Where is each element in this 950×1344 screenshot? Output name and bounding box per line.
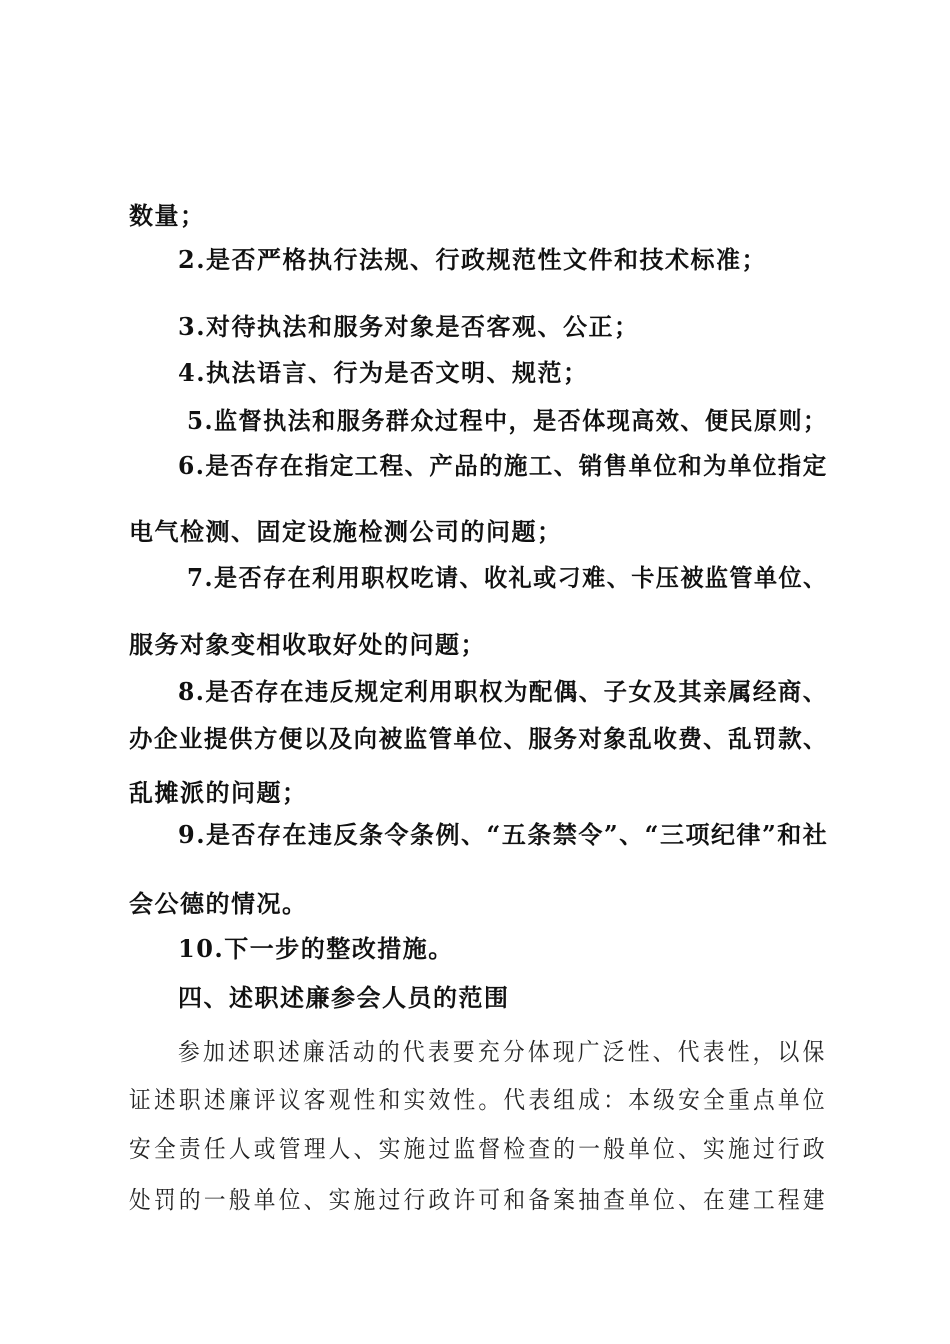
paragraph-line: 参加述职述廉活动的代表要充分体现广泛性、代表性，以保 [178,1038,828,1066]
list-item-8: 8.是否存在违反规定利用职权为配偶、子女及其亲属经商、 [178,677,828,706]
list-item-6-cont: 电气检测、固定设施检测公司的问题； [129,517,563,546]
list-item-10: 10.下一步的整改措施。 [178,934,454,963]
list-item-6: 6.是否存在指定工程、产品的施工、销售单位和为单位指定 [178,451,828,480]
text-line: 数量； [129,201,206,230]
list-item-7-cont: 服务对象变相收取好处的问题； [129,630,486,659]
list-item-8-cont-1: 办企业提供方便以及向被监管单位、服务对象乱收费、乱罚款、 [129,724,829,753]
list-item-3: 3.对待执法和服务对象是否客观、公正； [178,312,640,341]
section-heading: 四、述职述廉参会人员的范围 [178,984,510,1012]
paragraph-line: 处罚的一般单位、实施过行政许可和备案抽查单位、在建工程建 [129,1186,828,1214]
list-item-5: 5.监督执法和服务群众过程中，是否体现高效、便民原则； [187,406,828,435]
list-item-2: 2.是否严格执行法规、行政规范性文件和技术标准； [178,245,768,274]
paragraph-line: 安全责任人或管理人、实施过监督检查的一般单位、实施过行政 [129,1135,828,1163]
paragraph-line: 证述职述廉评议客观性和实效性。代表组成：本级安全重点单位 [129,1086,828,1114]
list-item-8-cont-2: 乱摊派的问题； [129,778,308,807]
list-item-9-cont: 会公德的情况。 [129,889,308,918]
list-item-9: 9.是否存在违反条令条例、“五条禁令”、“三项纪律”和社 [178,820,829,849]
list-item-7: 7.是否存在利用职权吃请、收礼或刁难、卡压被监管单位、 [187,563,828,592]
list-item-4: 4.执法语言、行为是否文明、规范； [178,358,589,387]
